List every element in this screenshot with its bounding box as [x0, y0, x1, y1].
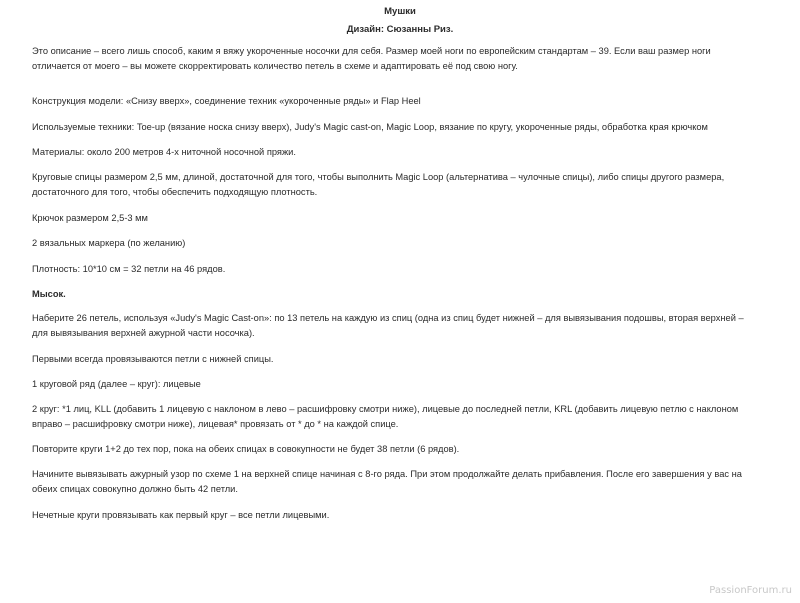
paragraph-line: 1 круговой ряд (далее – круг): лицевые: [32, 379, 201, 389]
paragraph-lace-pattern: [32, 467, 800, 497]
paragraph-line: вправо – расшифровку смотри ниже), лицевая* провязать от * до * на каждой спице.: [32, 419, 399, 429]
paragraph-line: Используемые техники: Toe-up (вязание носка снизу вверх), Judy's Magic cast-on, Magic Loop, вязание по кругу, укороченные ряды, обработка края крючком: [32, 122, 708, 132]
paragraph-round-2: [32, 402, 800, 432]
paragraph-techniques: [32, 120, 800, 135]
paragraph-line: для вывязывания верхней ажурной части носочка).: [32, 328, 255, 338]
paragraph-lower-needle: [32, 352, 800, 367]
section-heading-text: Мысок.: [32, 289, 66, 299]
paragraph-repeat: [32, 442, 800, 457]
paragraph-line: Круговые спицы размером 2,5 мм, длиной, достаточной для того, чтобы выполнить Magic Loop (альтернатива – чулочные спицы), либо спицы другого размера,: [32, 172, 725, 182]
paragraph-line: 2 круг: *1 лиц, KLL (добавить 1 лицевую с наклоном в лево – расшифровку смотри ниже), лицевые до последней петли, KRL (добавить лицевую петлю с наклоном: [32, 404, 739, 414]
paragraph-line: Плотность: 10*10 см = 32 петли на 46 рядов.: [32, 264, 226, 274]
paragraph-line: Крючок размером 2,5-3 мм: [32, 213, 148, 223]
paragraph-line: Повторите круги 1+2 до тех пор, пока на обеих спицах в совокупности не будет 38 петли (6 рядов).: [32, 444, 460, 454]
paragraph-odd-rounds: [32, 508, 800, 523]
paragraph-cast-on: [32, 311, 800, 341]
section-heading-toe: [32, 287, 800, 302]
paragraph-line: Материалы: около 200 метров 4-х ниточной носочной пряжи.: [32, 147, 296, 157]
paragraph-hook: [32, 211, 800, 226]
watermark: PassionForum.ru: [709, 585, 792, 596]
paragraph-intro: [32, 44, 800, 74]
paragraph-line: Первыми всегда провязываются петли с нижней спицы.: [32, 354, 274, 364]
paragraph-line: достаточного для того, чтобы обеспечить подходящую плотность.: [32, 187, 318, 197]
paragraph-line: Начините вывязывать ажурный узор по схеме 1 на верхней спице начиная с 8-го ряда. При этом продолжайте делать прибавления. После его завершения у вас на: [32, 469, 742, 479]
paragraph-line: 2 вязальных маркера (по желанию): [32, 238, 186, 248]
paragraph-round-1: [32, 377, 800, 392]
paragraph-gauge: [32, 262, 800, 277]
paragraph-markers: [32, 236, 800, 251]
paragraph-materials: [32, 145, 800, 160]
paragraph-line: Наберите 26 петель, используя «Judy's Magic Cast-on»: по 13 петель на каждую из спиц (одна из спиц будет нижней – для вывязывания подошвы, вторая верхней –: [32, 313, 744, 323]
paragraph-line: отличается от моего – вы можете скорректировать количество петель в схеме и адаптировать её под свою ногу.: [32, 61, 518, 71]
paragraph-line: Нечетные круги провязывать как первый круг – все петли лицевыми.: [32, 510, 330, 520]
document-subtitle: Дизайн: Сюзанны Риз.: [346, 24, 454, 35]
paragraph-line: Конструкция модели: «Снизу вверх», соединение техник «укороченные ряды» и Flap Heel: [32, 96, 421, 106]
paragraph-line: обеих спицах совокупно должно быть 42 петли.: [32, 484, 238, 494]
paragraph-construction: [32, 94, 800, 109]
paragraph-needles: [32, 170, 800, 200]
document-title: Мушки: [384, 6, 416, 17]
paragraph-line: Это описание – всего лишь способ, каким я вяжу укороченные носочки для себя. Размер моей ноги по европейским стандартам – 39. Если ваш размер ноги: [32, 46, 711, 56]
